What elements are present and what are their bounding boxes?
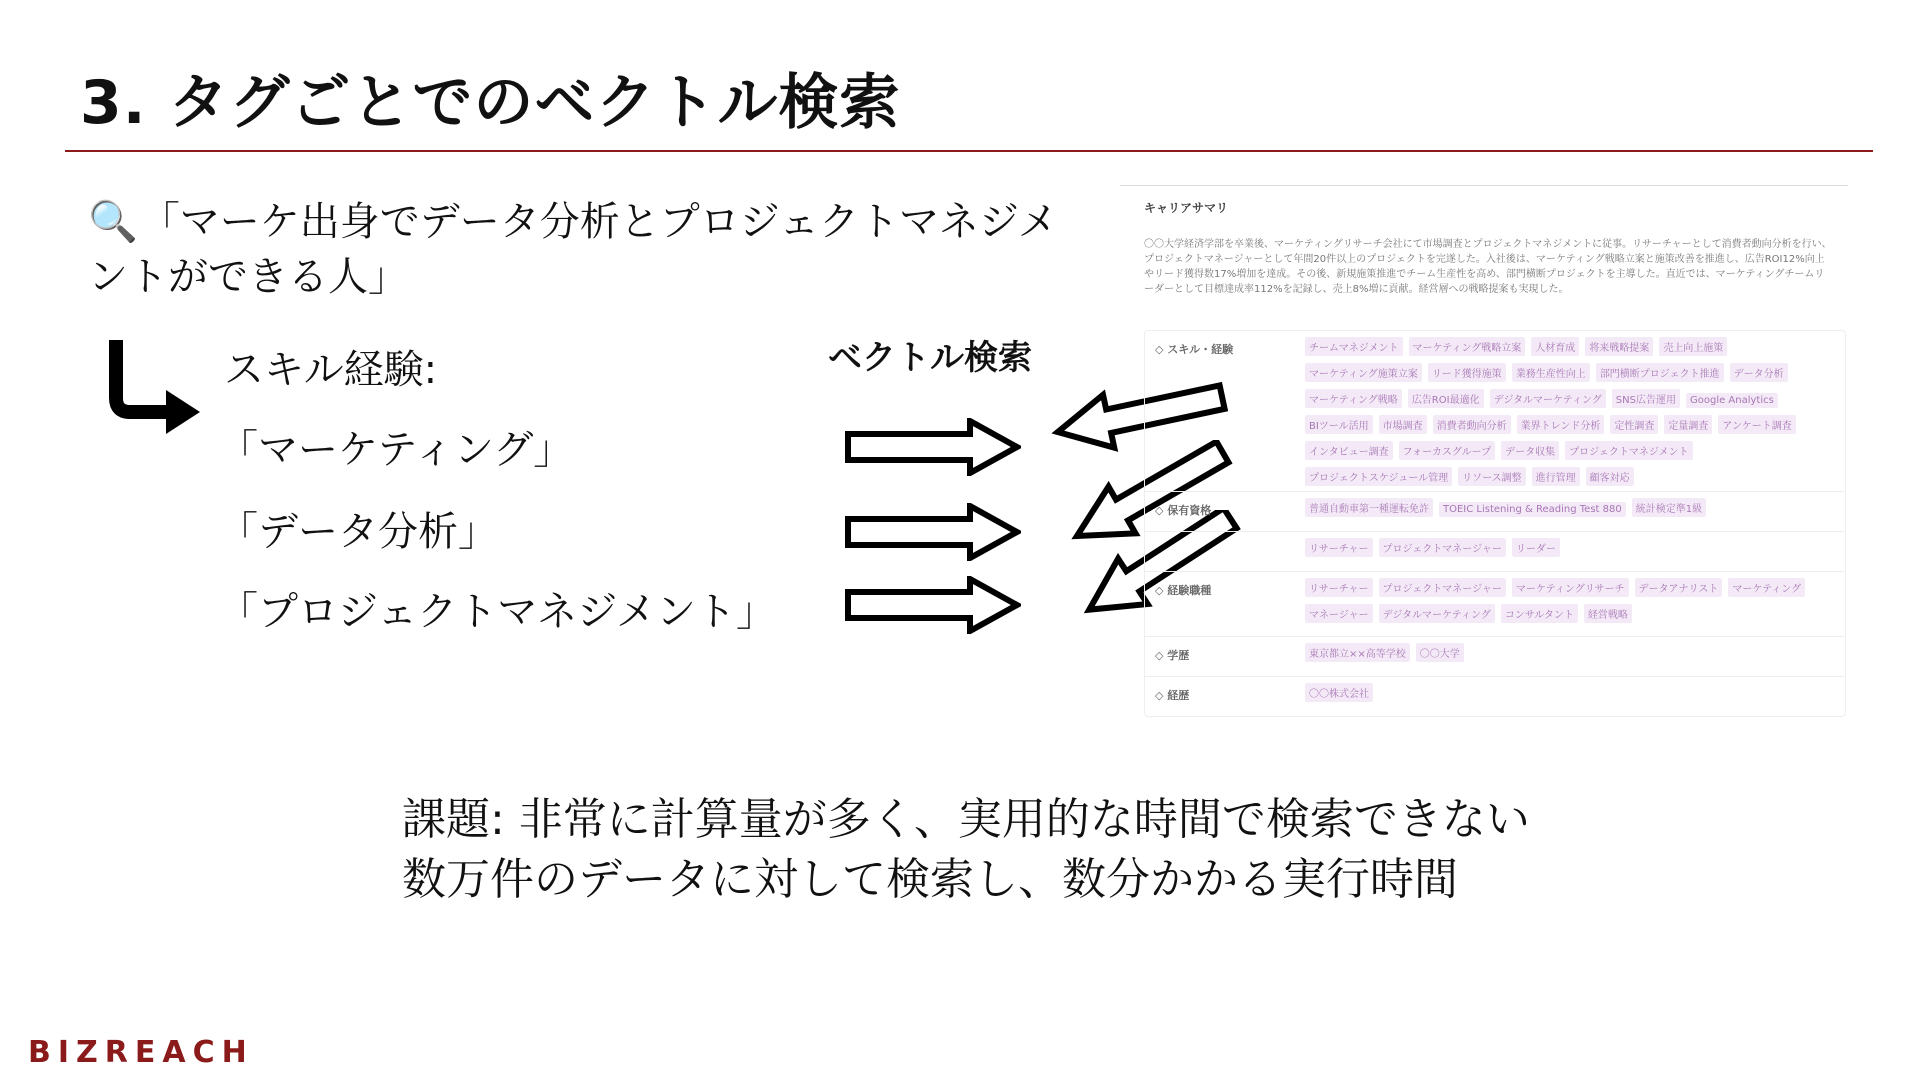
tag-chip: プロジェクトマネジメント [1565, 441, 1693, 460]
tag-chip: リサーチャー [1305, 538, 1373, 557]
tag-chip: 人材育成 [1531, 337, 1579, 356]
tag-chip: 統計検定準1級 [1632, 498, 1706, 517]
tag-chip: BIツール活用 [1305, 415, 1373, 434]
tag-chip: プロジェクトマネージャー [1379, 538, 1506, 557]
tag-chip: 東京都立××高等学校 [1305, 643, 1410, 662]
tag-list [1305, 643, 1835, 669]
tag-chip: リーダー [1512, 538, 1560, 557]
title-divider [65, 150, 1873, 152]
tag-chip: マーケティング [1728, 578, 1805, 597]
tag-row-education [1145, 636, 1845, 677]
tag-chip: 〇〇大学 [1416, 643, 1464, 662]
tag-chip: デジタルマーケティング [1379, 604, 1495, 623]
search-icon: 🔍 [88, 199, 138, 245]
tag-chip: Google Analytics [1686, 393, 1778, 408]
search-query [88, 195, 1078, 305]
issue-line-1: 課題: 非常に計算量が多く、実用的な時間で検索できない [402, 794, 1530, 845]
issue-line-2: 数万件のデータに対して検索し、数分かかる実行時間 [402, 854, 1458, 905]
row-label: ◇ スキル・経験 [1155, 343, 1234, 356]
tag-table [1144, 330, 1846, 717]
tag-chip: マーケティングリサーチ [1512, 578, 1629, 597]
tag-chip: 定性調査 [1610, 415, 1658, 434]
query-text: 「マーケ出身でデータ分析とプロジェクトマネジメントができる人」 [88, 199, 1058, 300]
tag-chip: プロジェクトマネージャー [1379, 578, 1506, 597]
tag-chip: 経営戦略 [1584, 604, 1632, 623]
issue-statement [402, 790, 1530, 910]
tag-chip: チームマネジメント [1305, 337, 1403, 356]
arrow-right-icon [845, 418, 1021, 476]
tag-chip: 定量調査 [1664, 415, 1712, 434]
tag-list [1305, 538, 1835, 564]
tag-chip: データ分析 [1730, 363, 1788, 382]
tag-chip: マーケティング戦略 [1305, 389, 1402, 408]
tag-chip: TOEIC Listening & Reading Test 880 [1439, 502, 1626, 517]
tag-row-job-types [1145, 571, 1845, 637]
tag-list [1305, 337, 1835, 493]
tag-chip: デジタルマーケティング [1490, 389, 1606, 408]
turn-down-right-arrow-icon [108, 338, 204, 434]
row-label: ◇ 学歴 [1155, 649, 1190, 662]
panel-heading: キャリアサマリ [1144, 201, 1229, 215]
panel-top-border [1120, 185, 1848, 186]
skill-item-project-management: 「プロジェクトマネジメント」 [218, 589, 776, 635]
slide-title: 3. タグごとでのベクトル検索 [80, 68, 901, 138]
tag-chip: 部門横断プロジェクト推進 [1596, 363, 1724, 382]
skill-item-marketing: 「マーケティング」 [218, 427, 574, 473]
row-label: ◇ 保有資格 [1155, 504, 1212, 517]
skill-item-data-analysis: 「データ分析」 [218, 509, 498, 555]
tag-chip: 広告ROI最適化 [1408, 389, 1484, 408]
tag-list [1305, 498, 1835, 524]
tag-chip: 将来戦略提案 [1585, 337, 1653, 356]
tag-row-qualifications [1145, 491, 1845, 532]
tag-chip: アンケート調査 [1718, 415, 1795, 434]
tag-chip: データアナリスト [1635, 578, 1723, 597]
tag-chip: マーケティング戦略立案 [1409, 337, 1526, 356]
bizreach-logo: BIZREACH [28, 1035, 254, 1070]
tag-chip: 業界トレンド分析 [1517, 415, 1605, 434]
tag-chip: プロジェクトスケジュール管理 [1305, 467, 1452, 486]
career-summary-panel [1120, 185, 1848, 715]
tag-row-skills [1145, 331, 1845, 491]
row-label: ◇ 経験職種 [1155, 584, 1212, 597]
tag-chip: 顧客対応 [1586, 467, 1634, 486]
tag-chip: マネージャー [1305, 604, 1373, 623]
tag-chip: コンサルタント [1501, 604, 1578, 623]
tag-chip: フォーカスグループ [1399, 441, 1496, 460]
arrow-right-icon [845, 503, 1021, 561]
arrow-right-icon [845, 576, 1021, 634]
tag-row-roles [1145, 531, 1845, 572]
skills-heading: スキル経験: [224, 347, 438, 393]
tag-list [1305, 578, 1835, 630]
tag-chip: 〇〇株式会社 [1305, 683, 1373, 702]
career-summary-text: 〇〇大学経済学部を卒業後、マーケティングリサーチ会社にて市場調査とプロジェクトマネジメントに従事。リサーチャーとして消費者動向分析を行い、プロジェクトマネージャーとして年間20件以上のプロジェクトを完遂した。入社後は、マーケティング戦略立案と施策改善を推進し、広告ROI12%向上やリード獲得数17%増加を達成。その後、新規施策推進でチーム生産性を高め、部門横断プロジェクトを主導した。直近では、マーケティングチームリーダーとして目標達成率112%を記録し、売上8%増に貢献。経営層への戦略提案も実現した。 [1144, 239, 1832, 295]
tag-chip: 進行管理 [1532, 467, 1580, 486]
tag-row-history [1145, 676, 1845, 717]
tag-chip: SNS広告運用 [1612, 389, 1680, 408]
tag-chip: 業務生産性向上 [1512, 363, 1590, 382]
vector-search-label: ベクトル検索 [828, 338, 1032, 378]
tag-chip: 売上向上施策 [1659, 337, 1727, 356]
tag-chip: リソース調整 [1458, 467, 1526, 486]
tag-chip: 普通自動車第一種運転免許 [1305, 498, 1433, 517]
row-label: ◇ 経歴 [1155, 689, 1190, 702]
tag-chip: 市場調査 [1379, 415, 1427, 434]
tag-chip: リード獲得施策 [1428, 363, 1506, 382]
tag-chip: リサーチャー [1305, 578, 1373, 597]
tag-chip: マーケティング施策立案 [1305, 363, 1422, 382]
tag-chip: インタビュー調査 [1305, 441, 1393, 460]
tag-chip: 消費者動向分析 [1433, 415, 1511, 434]
tag-chip: データ収集 [1501, 441, 1559, 460]
tag-list [1305, 683, 1835, 709]
